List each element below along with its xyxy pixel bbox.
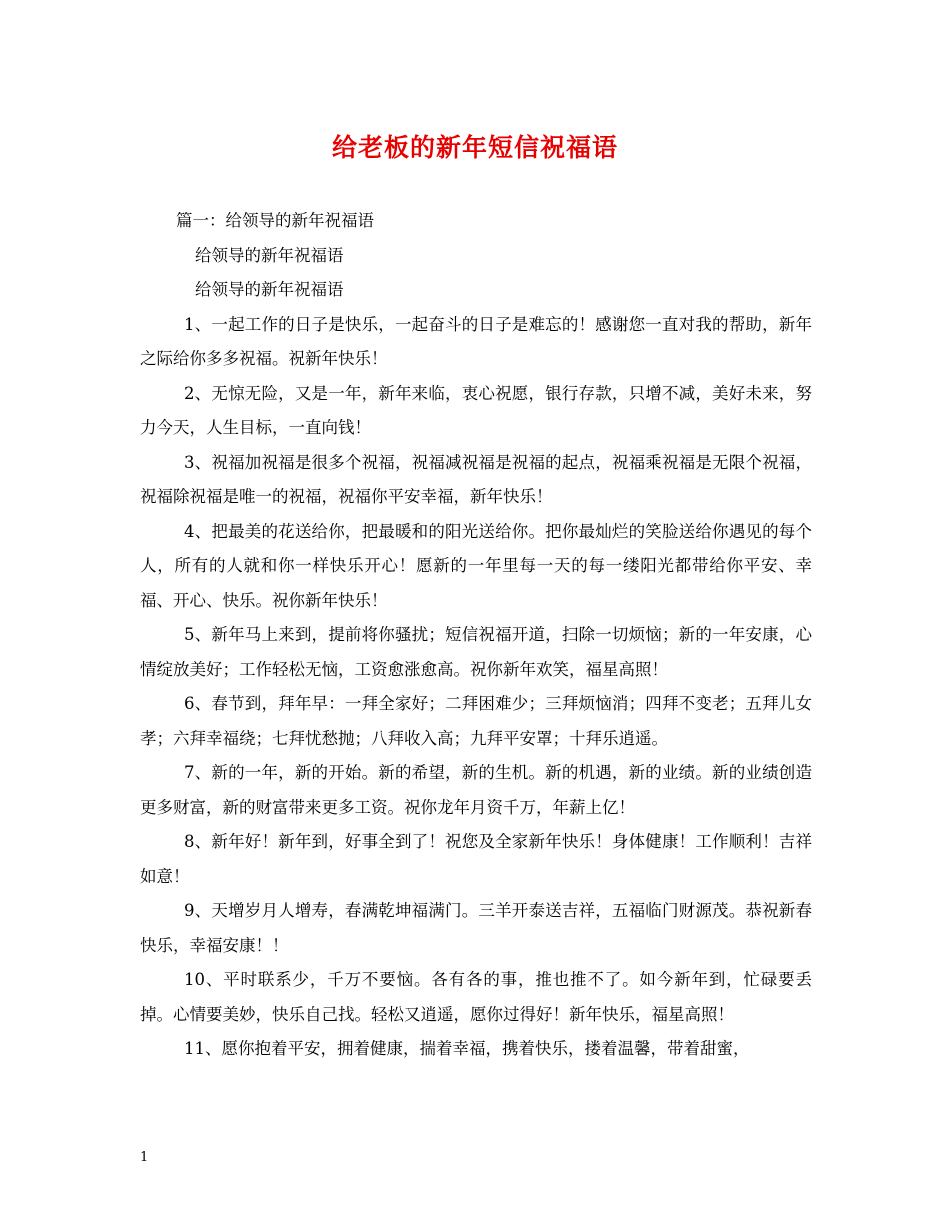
paragraph: 6、春节到，拜年早：一拜全家好；二拜困难少；三拜烦恼消；四拜不变老；五拜儿女孝；六拜幸福绕；七拜忧愁抛；八拜收入高；九拜平安罩；十拜乐逍遥。	[140, 694, 812, 748]
paragraph: 3、祝福加祝福是很多个祝福，祝福减祝福是祝福的起点，祝福乘祝福是无限个祝福，祝福除祝福是唯一的祝福，祝福你平安幸福，新年快乐！	[140, 452, 812, 506]
paragraph: 1、一起工作的日子是快乐，一起奋斗的日子是难忘的！感谢您一直对我的帮助，新年之际给你多多祝福。祝新年快乐！	[140, 314, 812, 368]
subheading: 给领导的新年祝福语	[195, 245, 344, 265]
document-title: 给老板的新年短信祝福语	[331, 133, 618, 162]
paragraph: 11、愿你抱着平安，拥着健康，揣着幸福，携着快乐，搂着温馨，带着甜蜜，	[184, 1039, 750, 1058]
paragraph: 4、把最美的花送给你，把最暖和的阳光送给你。把你最灿烂的笑脸送给你遇见的每个人，所有的人就和你一样快乐开心！愿新的一年里每一天的每一缕阳光都带给你平安、幸福、开心、快乐。祝你新年快乐！	[140, 521, 812, 610]
paragraph: 7、新的一年，新的开始。新的希望，新的生机。新的机遇，新的业绩。新的业绩创造更多财富，新的财富带来更多工资。祝你龙年月资千万，年薪上亿！	[140, 763, 812, 817]
page-number: 1	[140, 1150, 149, 1165]
paragraph: 5、新年马上来到，提前将你骚扰；短信祝福开道，扫除一切烦恼；新的一年安康，心情绽放美好；工作轻松无恼，工资愈涨愈高。祝你新年欢笑，福星高照！	[140, 625, 812, 679]
paragraph: 9、天增岁月人增寿，春满乾坤福满门。三羊开泰送吉祥，五福临门财源茂。恭祝新春快乐，幸福安康！！	[140, 901, 812, 955]
section-heading: 篇一：给领导的新年祝福语	[176, 211, 374, 230]
paragraph: 8、新年好！新年到，好事全到了！祝您及全家新年快乐！身体健康！工作顺利！吉祥如意！	[140, 832, 812, 886]
document-body	[140, 204, 812, 1067]
subheading: 给领导的新年祝福语	[195, 280, 344, 299]
paragraph: 2、无惊无险，又是一年，新年来临，衷心祝愿，银行存款，只增不减，美好未来，努力今天，人生目标，一直向钱！	[140, 383, 812, 437]
paragraph: 10、平时联系少，千万不要恼。各有各的事，推也推不了。如今新年到，忙碌要丢掉。心情要美妙，快乐自己找。轻松又逍遥，愿你过得好！新年快乐，福星高照！	[140, 970, 812, 1024]
